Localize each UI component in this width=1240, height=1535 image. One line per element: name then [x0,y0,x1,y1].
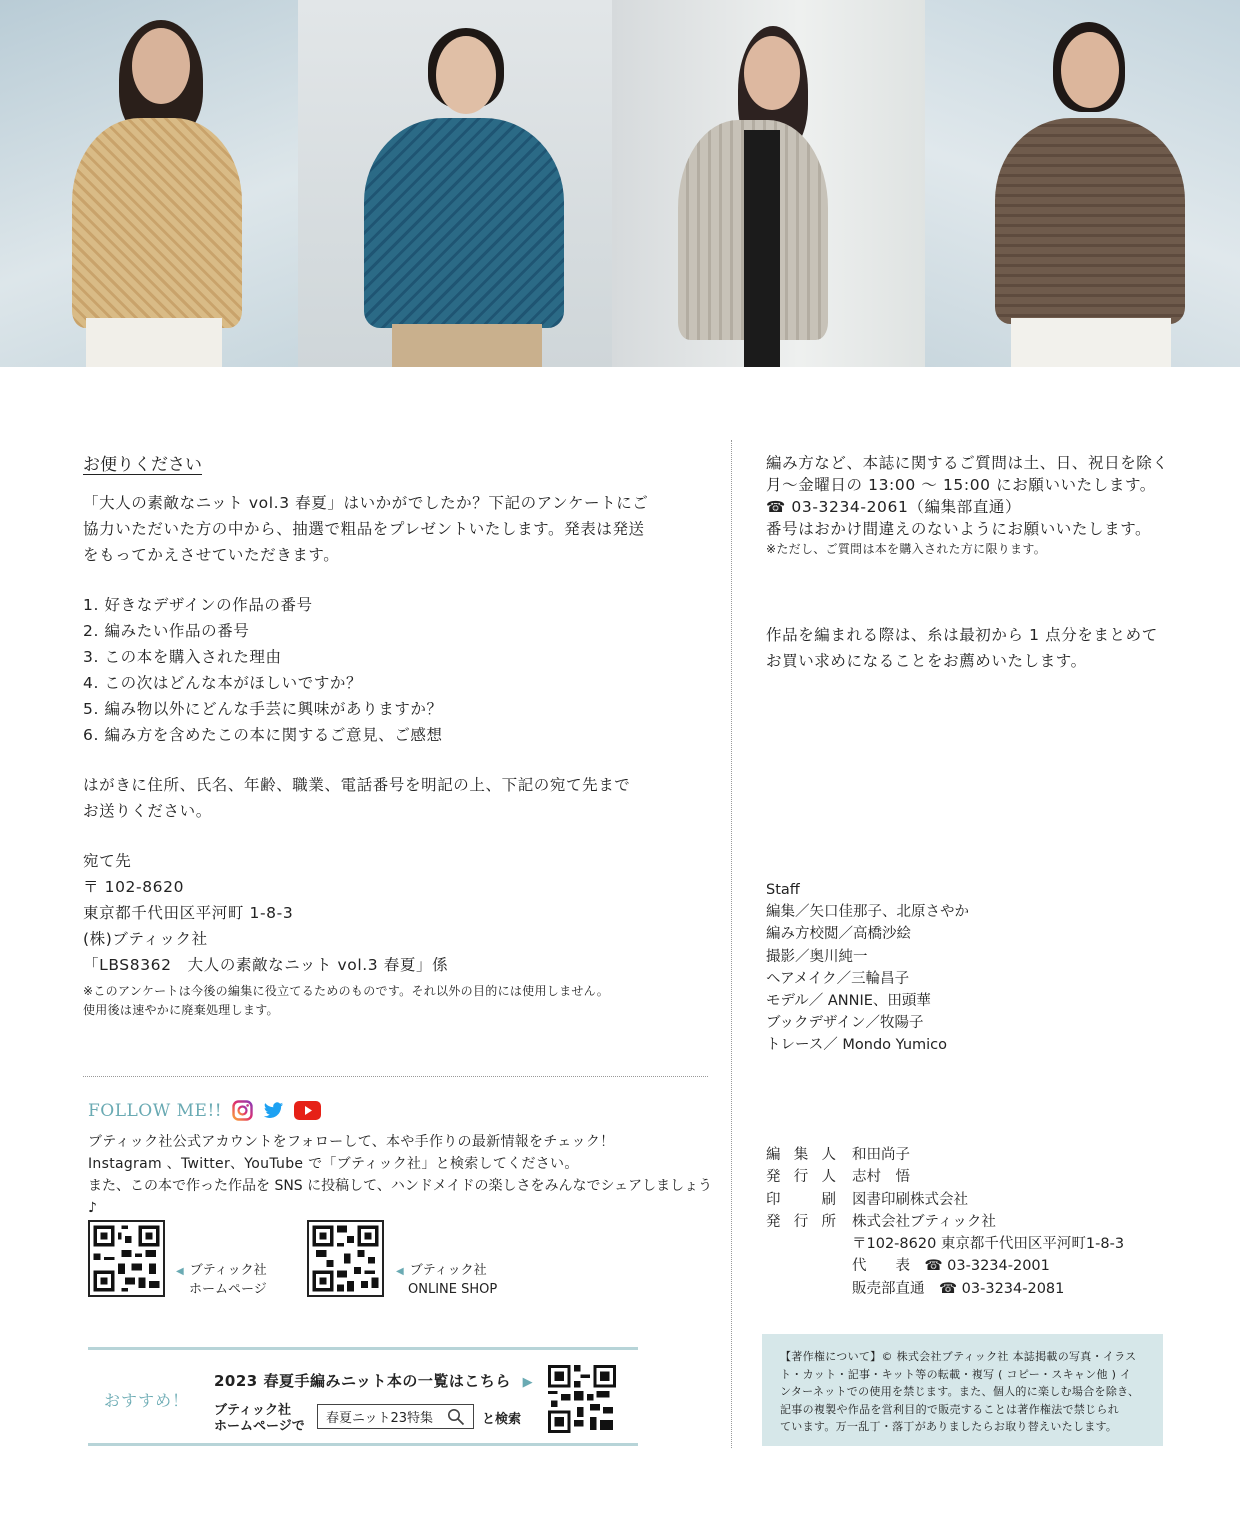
instagram-icon[interactable] [232,1100,253,1121]
twitter-icon[interactable] [263,1100,284,1121]
search-suffix: と検索 [482,1412,522,1427]
section-divider [83,1076,708,1077]
survey-section [83,452,713,1020]
staff-list: Staff 編集／矢口佳那子、北原さやか 編み方校閲／高橋沙絵 撮影／奥川純一 ヘアメイク／三輪昌子 モデル／ ANNIE、田頭華 ブックデザイン／牧陽子 トレース／ Mondo Yumico [766,882,969,1054]
list-item: 2. 編みたい作品の番号 [83,622,250,640]
follow-description: ブティック社公式アカウントをフォローして、本や手作りの最新情報をチェック！ Instagram 、Twitter、YouTube で「ブティック社」と検索してください。 また、この本で作った作品を SNS に投稿して、ハンドメイドの楽しさをみんなでシェアしましょう♪ [88,1134,713,1216]
triangle-left-icon: ◀ [396,1266,404,1277]
credit-row: 発 行 所 株式会社ブティック社 [766,1213,996,1230]
list-item: 1. 好きなデザインの作品の番号 [83,596,313,614]
photo-brown-cable-vest [925,0,1240,367]
triangle-right-icon: ▶ [522,1375,534,1390]
list-item: 6. 編み方を含めたこの本に関するご意見、ご感想 [83,726,443,744]
postcard-instructions: はがきに住所、氏名、年齢、職業、電話番号を明記の上、下記の宛て先まで お送りください。 [83,776,631,820]
recommendation-headline[interactable]: 2023 春夏手編みニット本の一覧はこちら ▶ [214,1372,534,1390]
column-divider [731,440,732,1448]
credit-row: 発 行 人 志村 悟 [766,1169,910,1186]
inquiry-info: 編み方など、本誌に関するご質問は土、日、祝日を除く 月～金曜日の 13:00 ～ 15:00 にお願いいたします。 ☎ 03-3234-2061（編集部直通） 番号はおかけ間違えのないようにお願いいたします。 [766,454,1169,538]
recommendation-source: ブティック社 ホームページで [214,1403,305,1434]
survey-heading: お便りください [83,455,202,475]
mailing-address: 宛て先 〒 102-8620 東京都千代田区平河町 1-8-3 (株)ブティック社 「LBS8362 大人の素敵なニット vol.3 春夏」係 [83,852,449,974]
follow-section [88,1100,718,1219]
recommendation-qr-code[interactable] [548,1365,616,1433]
homepage-qr-label: ◀ ブティック社 ホームページ [176,1263,267,1297]
survey-intro: 「大人の素敵なニット vol.3 春夏」はいかがでしたか？下記のアンケートにご 協力いただいた方の中から、抽選で粗品をプレゼントいたします。発表は発送 をもってかえさせていただきます。 [83,494,649,564]
online-shop-qr-label: ◀ ブティック社 ONLINE SHOP [396,1263,498,1297]
search-keyword-box[interactable]: 春夏ニット23特集 [317,1404,474,1429]
survey-questions [83,592,713,748]
inquiry-section [766,452,1186,1057]
yarn-advice: 作品を編まれる際は、糸は最初から 1 点分をまとめて お買い求めになることをお薦めいたします。 [766,626,1158,670]
publication-credits [766,1144,1124,1300]
list-item: 5. 編み物以外にどんな手芸に興味がありますか？ [83,700,443,718]
credit-row: 編 集 人 和田尚子 [766,1147,910,1163]
recommendation-tag: おすすめ！ [104,1391,190,1410]
online-shop-qr-code[interactable] [307,1220,384,1297]
homepage-qr-code[interactable] [88,1220,165,1297]
qr-pattern [309,1222,382,1295]
credit-row: 〒102-8620 東京都千代田区平河町1-8-3 [852,1236,1125,1253]
copyright-notice: 【著作権について】© 株式会社ブティック社 本誌掲載の写真・イラス ト・カット・記事・キット等の転載・複写 ( コピー・スキャン他 ) イ ンターネットでの使用を禁じます。また、個人的に楽しむ場合を除き、 記事の複製や作品を営利目的で販売することは著作権法で禁じられ ています。万一乱丁・落丁がありましたらお取り替えいたします。 [762,1334,1163,1446]
triangle-left-icon: ◀ [176,1266,184,1277]
qr-pattern [90,1222,163,1295]
photo-blue-lace-top [298,0,612,367]
photo-gray-cardigan [612,0,925,367]
privacy-note: ※このアンケートは今後の編集に役立てるためのものです。それ以外の目的には使用しません。 使用後は速やかに廃棄処理します。 [83,984,609,1017]
photo-beige-crochet-top [0,0,298,367]
credit-row: 販売部直通 ☎ 03-3234-2081 [852,1280,1065,1297]
credit-row: 代 表 ☎ 03-3234-2001 [852,1258,1050,1275]
list-item: 3. この本を購入された理由 [83,648,282,666]
youtube-icon[interactable] [294,1100,321,1121]
follow-title: FOLLOW ME!! [88,1100,223,1121]
search-icon [447,1408,465,1426]
list-item: 4. この次はどんな本がほしいですか？ [83,674,363,692]
inquiry-note: ※ただし、ご質問は本を購入された方に限ります。 [766,542,1046,556]
credit-row: 印 刷 図書印刷株式会社 [766,1191,968,1208]
recommendation-box [88,1347,638,1446]
photo-strip [0,0,1240,367]
